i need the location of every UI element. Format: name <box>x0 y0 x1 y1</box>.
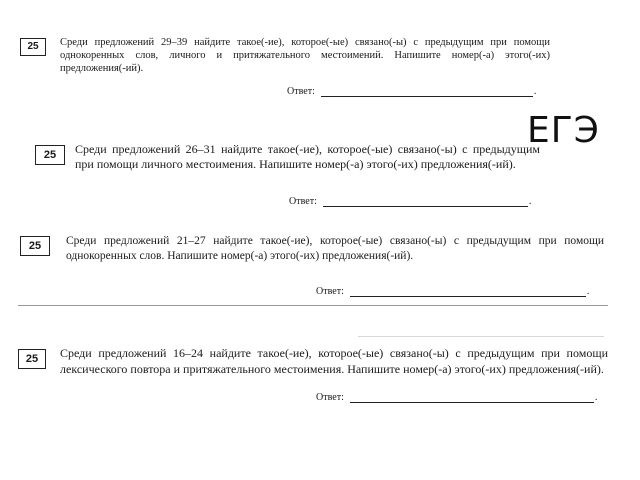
task-text: Среди предложений 29–39 найдите такое(-ие), которое(-ые) связано(-ы) с предыдущим при помощи однокоренных слов, личного и притяжательного местоимений. Напишите номер(-а) этого(-их) предложения(-ий). <box>60 37 550 74</box>
answer-line <box>323 197 528 207</box>
answer-period: . <box>594 392 598 403</box>
answer-period: . <box>528 196 532 207</box>
answer-line <box>321 87 533 97</box>
answer-label: Ответ: <box>316 392 344 403</box>
answer-field[interactable] <box>289 196 531 207</box>
answer-line <box>350 287 586 297</box>
faint-line <box>358 336 604 337</box>
task-text: Среди предложений 16–24 найдите такое(-ие), которое(-ые) связано(-ы) с предыдущим при помощи лексического повтора и притяжательного местоимения. Напишите номер(-а) этого(-их) предложения(-ий). <box>60 346 608 376</box>
ege-label: ЕГЭ <box>527 110 600 151</box>
task-number-box: 25 <box>18 349 46 369</box>
answer-label: Ответ: <box>287 86 315 97</box>
task-number-box: 25 <box>35 145 65 165</box>
answer-field[interactable] <box>316 392 597 403</box>
task-text: Среди предложений 26–31 найдите такое(-ие), которое(-ые) связано(-ы) с предыдущим при помощи личного местоимения. Напишите номер(-а) этого(-их) предложения(-ий). <box>75 142 540 172</box>
separator-line <box>18 305 608 306</box>
answer-label: Ответ: <box>316 286 344 297</box>
task-number-box: 25 <box>20 38 46 56</box>
answer-label: Ответ: <box>289 196 317 207</box>
answer-field[interactable] <box>316 286 589 297</box>
answer-period: . <box>586 286 590 297</box>
task-text: Среди предложений 21–27 найдите такое(-ие), которое(-ые) связано(-ы) с предыдущим при помощи однокоренных слов. Напишите номер(-а) этого(-их) предложения(-ий). <box>66 235 604 262</box>
answer-period: . <box>533 86 537 97</box>
answer-field[interactable] <box>287 86 536 97</box>
answer-line <box>350 393 594 403</box>
task-number-box: 25 <box>20 236 50 256</box>
